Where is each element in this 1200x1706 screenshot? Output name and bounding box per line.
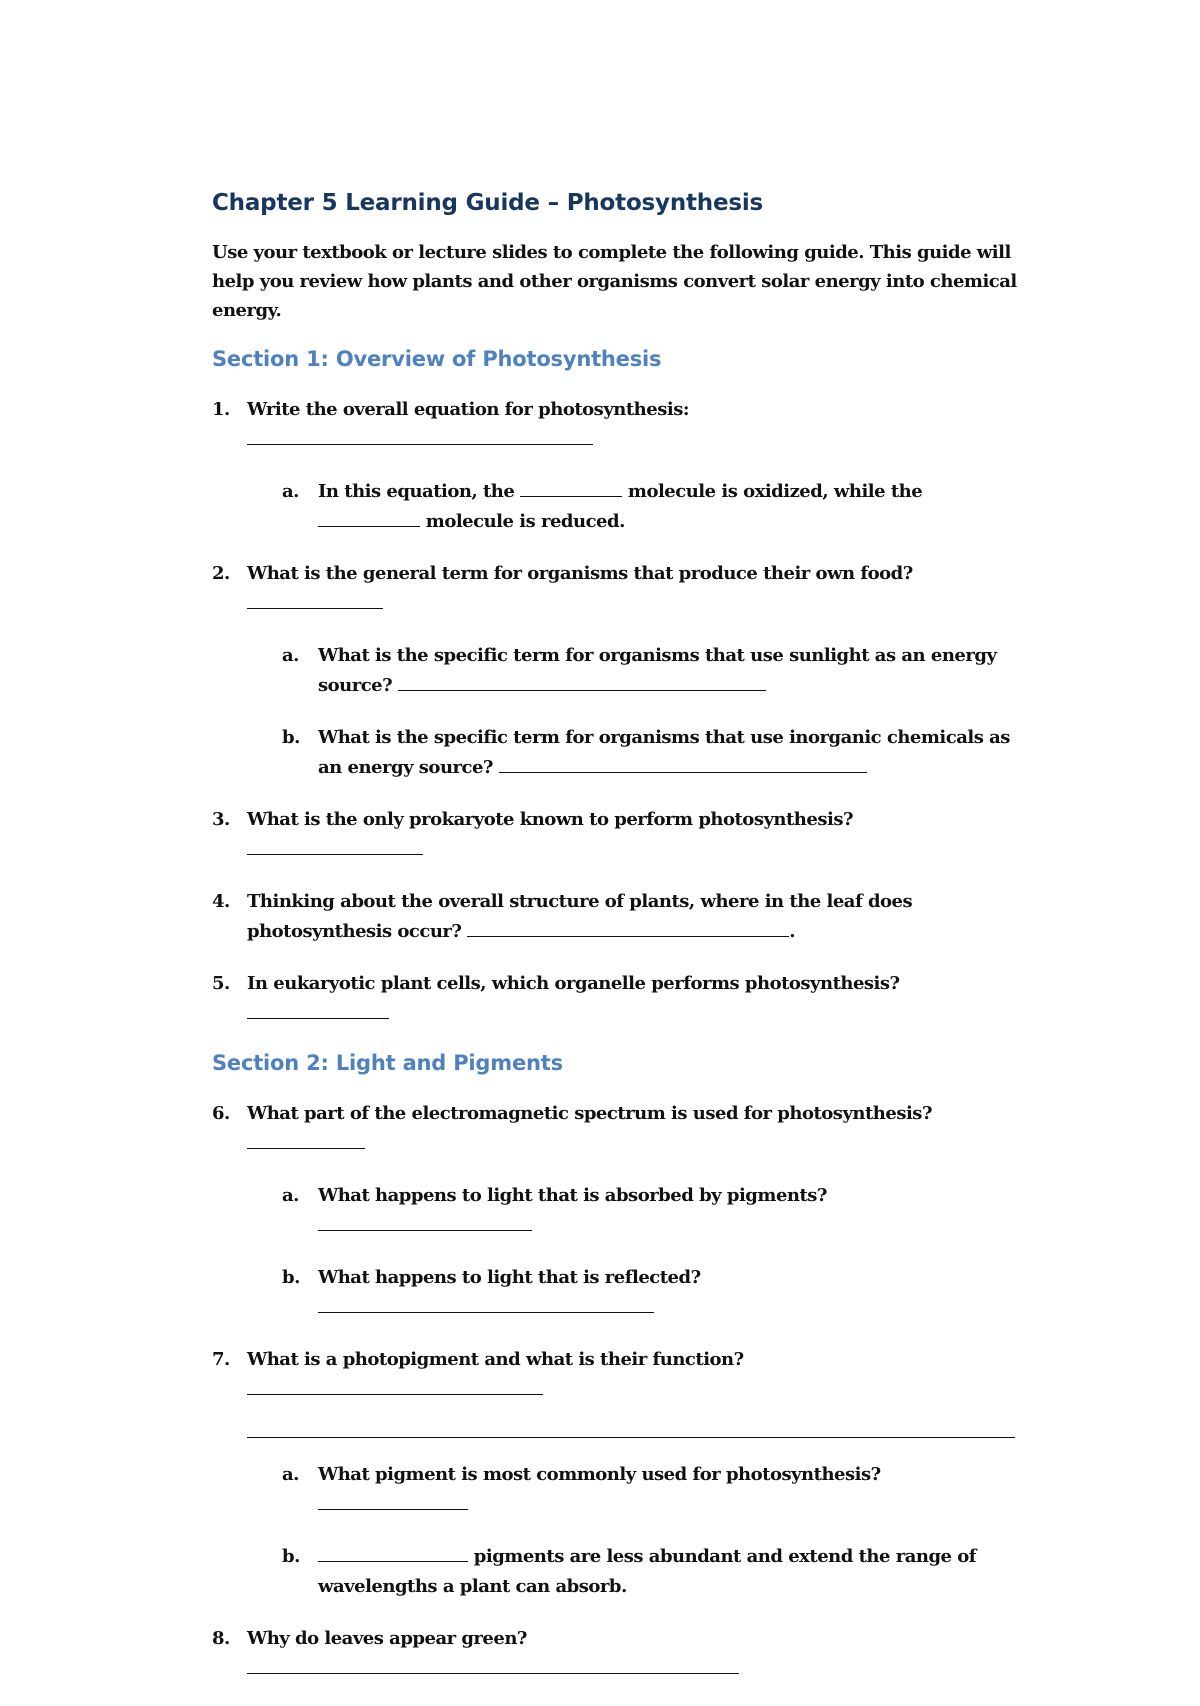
question-6 — [212, 1099, 1022, 1159]
answer-blank[interactable] — [398, 672, 766, 691]
question-text: Write the overall equation for photosynthesis: — [247, 399, 689, 420]
subquestion-text-part-3: molecule is reduced. — [425, 511, 625, 532]
answer-blank[interactable] — [247, 1655, 739, 1674]
question-number: 3. — [212, 809, 230, 830]
question-text: What is the only prokaryote known to perform photosynthesis? — [247, 809, 854, 830]
subquestion-letter: a. — [282, 1464, 299, 1485]
subquestion-text: What is the specific term for organisms that use sunlight as an energy source? — [318, 645, 997, 696]
question-number: 7. — [212, 1349, 230, 1370]
subquestion-letter: a. — [282, 1185, 299, 1206]
question-number: 2. — [212, 563, 230, 584]
question-2a — [212, 641, 1022, 701]
question-8 — [212, 1624, 1022, 1684]
question-text: Why do leaves appear green? — [247, 1628, 527, 1649]
oxidized-molecule-blank[interactable] — [520, 478, 622, 497]
question-7 — [212, 1345, 1022, 1405]
answer-blank[interactable] — [247, 426, 593, 445]
subquestion-letter: a. — [282, 481, 299, 502]
question-text: What is the general term for organisms that produce their own food? — [247, 563, 913, 584]
question-1 — [212, 395, 1022, 455]
answer-blank[interactable] — [247, 836, 423, 855]
question-number: 6. — [212, 1103, 230, 1124]
subquestion-letter: b. — [282, 1267, 300, 1288]
subquestion-text: pigments are less abundant and extend the range of wavelengths a plant can absorb. — [318, 1546, 977, 1597]
question-number: 5. — [212, 973, 230, 994]
question-1a — [212, 477, 1022, 537]
section-1-heading: Section 1: Overview of Photosynthesis — [212, 347, 662, 371]
answer-blank[interactable] — [247, 1376, 543, 1395]
subquestion-text: What happens to light that is absorbed by pigments? — [318, 1185, 827, 1206]
reduced-molecule-blank[interactable] — [318, 508, 420, 527]
question-text: Thinking about the overall structure of plants, where in the leaf does photosynthesis occur? — [247, 891, 913, 942]
subquestion-letter: b. — [282, 1546, 300, 1567]
intro-paragraph: Use your textbook or lecture slides to complete the following guide. This guide will help you review how plants and other organisms convert solar energy into chemical energy. — [212, 242, 1017, 321]
subquestion-text-part-1: In this equation, the — [318, 481, 515, 502]
subquestion-letter: a. — [282, 645, 299, 666]
subquestion-text-part-2: molecule is oxidized, while the — [627, 481, 923, 502]
answer-blank[interactable] — [318, 1212, 532, 1231]
document-title: Chapter 5 Learning Guide – Photosynthesis — [212, 190, 764, 216]
question-5 — [212, 969, 1022, 1029]
question-7b — [212, 1542, 1022, 1602]
question-number: 1. — [212, 399, 230, 420]
subquestion-text: What happens to light that is reflected? — [318, 1267, 701, 1288]
question-number: 8. — [212, 1628, 230, 1649]
answer-blank[interactable] — [247, 590, 383, 609]
subquestion-text: What pigment is most commonly used for photosynthesis? — [318, 1464, 881, 1485]
section-2-heading: Section 2: Light and Pigments — [212, 1051, 563, 1075]
question-text: In eukaryotic plant cells, which organelle performs photosynthesis? — [247, 973, 900, 994]
answer-blank[interactable] — [318, 1491, 468, 1510]
question-number: 4. — [212, 891, 230, 912]
question-7a — [212, 1460, 1022, 1520]
question-3 — [212, 805, 1022, 865]
worksheet-page — [212, 190, 1022, 1706]
question-2b — [212, 723, 1022, 783]
answer-blank[interactable] — [247, 1000, 389, 1019]
answer-continuation-line[interactable] — [247, 1405, 1015, 1438]
question-4 — [212, 887, 1022, 947]
subquestion-text: What is the specific term for organisms that use inorganic chemicals as an energy source? — [318, 727, 1010, 778]
question-text: What is a photopigment and what is their function? — [247, 1349, 744, 1370]
answer-blank[interactable] — [247, 1130, 365, 1149]
question-6a — [212, 1181, 1022, 1241]
question-text: What part of the electromagnetic spectrum is used for photosynthesis? — [247, 1103, 932, 1124]
answer-blank[interactable] — [318, 1294, 654, 1313]
question-6b — [212, 1263, 1022, 1323]
question-2 — [212, 559, 1022, 619]
subquestion-letter: b. — [282, 727, 300, 748]
sentence-period: . — [789, 921, 796, 942]
answer-blank[interactable] — [467, 918, 789, 937]
answer-blank[interactable] — [499, 754, 867, 773]
